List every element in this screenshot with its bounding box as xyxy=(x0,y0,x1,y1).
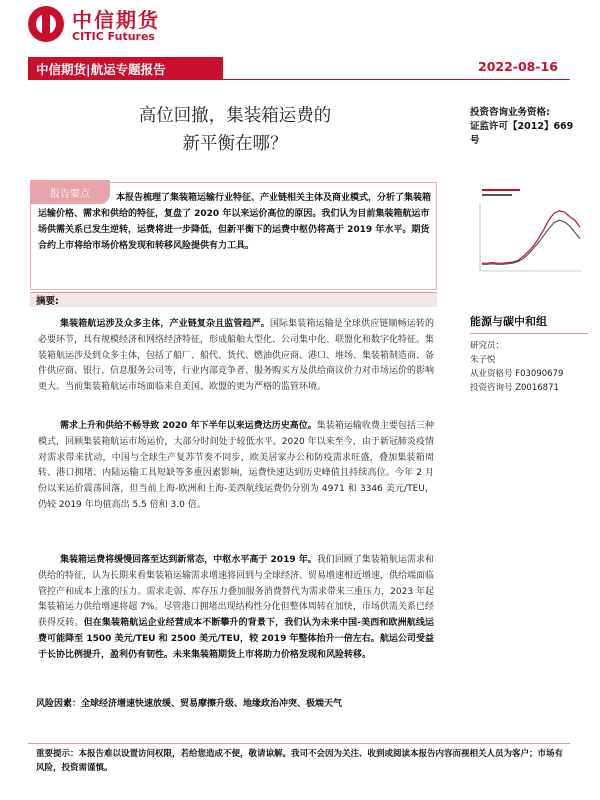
summary-text: 本报告梳理了集装箱运输行业特征、产业链相关主体及商业模式，分析了集装箱运输价格、需求和供给的特征，复盘了 2020 年以来运价高位的原因。我们认为目前集装箱航运市场供需关系已发生逆转，运费将进一步降低，但新平衡下的运费中枢仍将高于 2019 年水平。期货合约上市将给市场价格发现和转移风险提供有力工具。 xyxy=(38,193,432,251)
p3-body: 我们回顾了集装箱航运需求和供给的特征，认为长期来看集装箱运输需求增速将回到与全球经济、贸易增速相近增速，供给端面临管控产和成本上涨的压力。需求走弱、库存压力叠加服务消费替代为需求带来三重压力，2023 年起集装箱运力供给增速将超 7%。尽管港口拥堵出现结构性分化但整体周转在加快，市场供需关系已经获得反转。 xyxy=(38,555,435,629)
risk-label: 风险因素： xyxy=(36,699,82,709)
summary-tag: 报告要点 xyxy=(30,180,110,204)
risk-factors xyxy=(36,696,342,709)
p2-body: 集装箱运输收费主要包括三种模式，回顾集装箱航运市场运价，大部分时间处于较低水平。2020 年以来至今，由于新冠肺炎疫情对需求带来扰动，中国与全球生产复苏节奏不同步，欧美居家办公和防疫需求旺盛，叠加集装箱周转、港口拥堵、内陆运输工具短缺等多重因素影响，运费快速达到历史峰值且持续高位。今年 2 月份以来运价震荡回落，但当前上海-欧洲和上海-美西航线运费仍分别为 4971 和 3346 美元/TEU，仍较 2019 年均值高出 5.5 倍和 3.0 倍。 xyxy=(38,421,434,510)
analyst-info xyxy=(470,313,590,395)
analyst-license-2: 投资咨询号 Z0016871 xyxy=(470,383,559,393)
qualification-line-1: 投资咨询业务资格: xyxy=(470,107,550,118)
p3-conclusion: 但在集装箱航运企业经营成本不断攀升的背景下，我们认为未来中国-美西和欧洲航线运费可能降至 1500 美元/TEU 和 2500 美元/TEU，较 2019 年整体抬升一倍左右。航运公司受益于长协比例提升，盈利仍有韧性。未来集装箱期货上市将助力价格发现和风险转移。 xyxy=(38,618,434,660)
p2-lead: 需求上升和供给不畅导致 2020 年下半年以来运费达历史高位。 xyxy=(60,421,317,431)
risk-text: 全球经济增速快速放缓、贸易摩擦升级、地缘政治冲突、极端天气 xyxy=(81,699,343,709)
abstract-paragraph-1 xyxy=(38,317,434,396)
report-title xyxy=(80,102,390,158)
title-line-1: 高位回撤，集装箱运费的 xyxy=(138,106,332,126)
abstract-paragraph-2 xyxy=(38,419,434,514)
disclaimer: 重要提示：本报告难以设置访问权限，若给您造成不便，敬请谅解。我司不会因为关注、收到或阅读本报告内容而视相关人员为客户；市场有风险，投资需谨慎。 xyxy=(36,749,564,773)
analyst-divider xyxy=(470,333,588,334)
report-series-banner: 中信期货|航运专题报告 xyxy=(28,57,223,79)
abstract-bar xyxy=(30,292,437,307)
report-date: 2022-08-16 xyxy=(478,59,558,74)
logo-cn-text: 中信期货 xyxy=(72,8,160,32)
qualification-line-2: 证监许可【2012】669 号 xyxy=(470,121,574,146)
citic-futures-logo xyxy=(28,4,198,48)
analyst-license-1: 从业资格号 F03090679 xyxy=(470,369,564,379)
chart-legend-swatch-1 xyxy=(482,189,520,191)
p1-lead: 集装箱航运涉及众多主体，产业链复杂且监管趋严。 xyxy=(60,319,270,329)
citic-logo-icon xyxy=(28,6,64,42)
freight-rate-chart xyxy=(474,183,586,279)
logo-en-text: CITIC Futures xyxy=(72,30,155,43)
qualification-block xyxy=(470,106,585,148)
analyst-name: 朱子悦 xyxy=(470,355,496,365)
title-line-2: 新平衡在哪？ xyxy=(182,134,288,154)
analyst-role: 研究员： xyxy=(470,341,505,351)
research-group: 能源与碳中和组 xyxy=(470,315,547,328)
header-divider xyxy=(28,79,570,80)
abstract-paragraph-3 xyxy=(38,553,434,664)
chart-legend-swatch-2 xyxy=(482,194,512,196)
abstract-label: 摘要: xyxy=(36,296,59,307)
p1-body: 国际集装箱运输是全球供应链顺畅运转的必要环节，具有规模经济和网络经济特征，形成船舶大型化、公司集中化、联盟化和数字化特征。集装箱航运涉及到众多主体，包括了船厂、船代、货代、燃油供应商、港口、堆场、集装箱制造商、备件供应商、银行、信息服务公司等，行业内部竞争者、服务购买方及供给商议价力对市场运价的影响更大。当前集装箱航运市场面临来自美国、欧盟的更为严格的监管环境。 xyxy=(38,319,435,393)
p3-lead: 集装箱运费将缓慢回落至达到新常态，中枢水平高于 2019 年。 xyxy=(60,555,317,565)
footer-divider xyxy=(28,743,570,744)
chart-background xyxy=(474,183,586,279)
